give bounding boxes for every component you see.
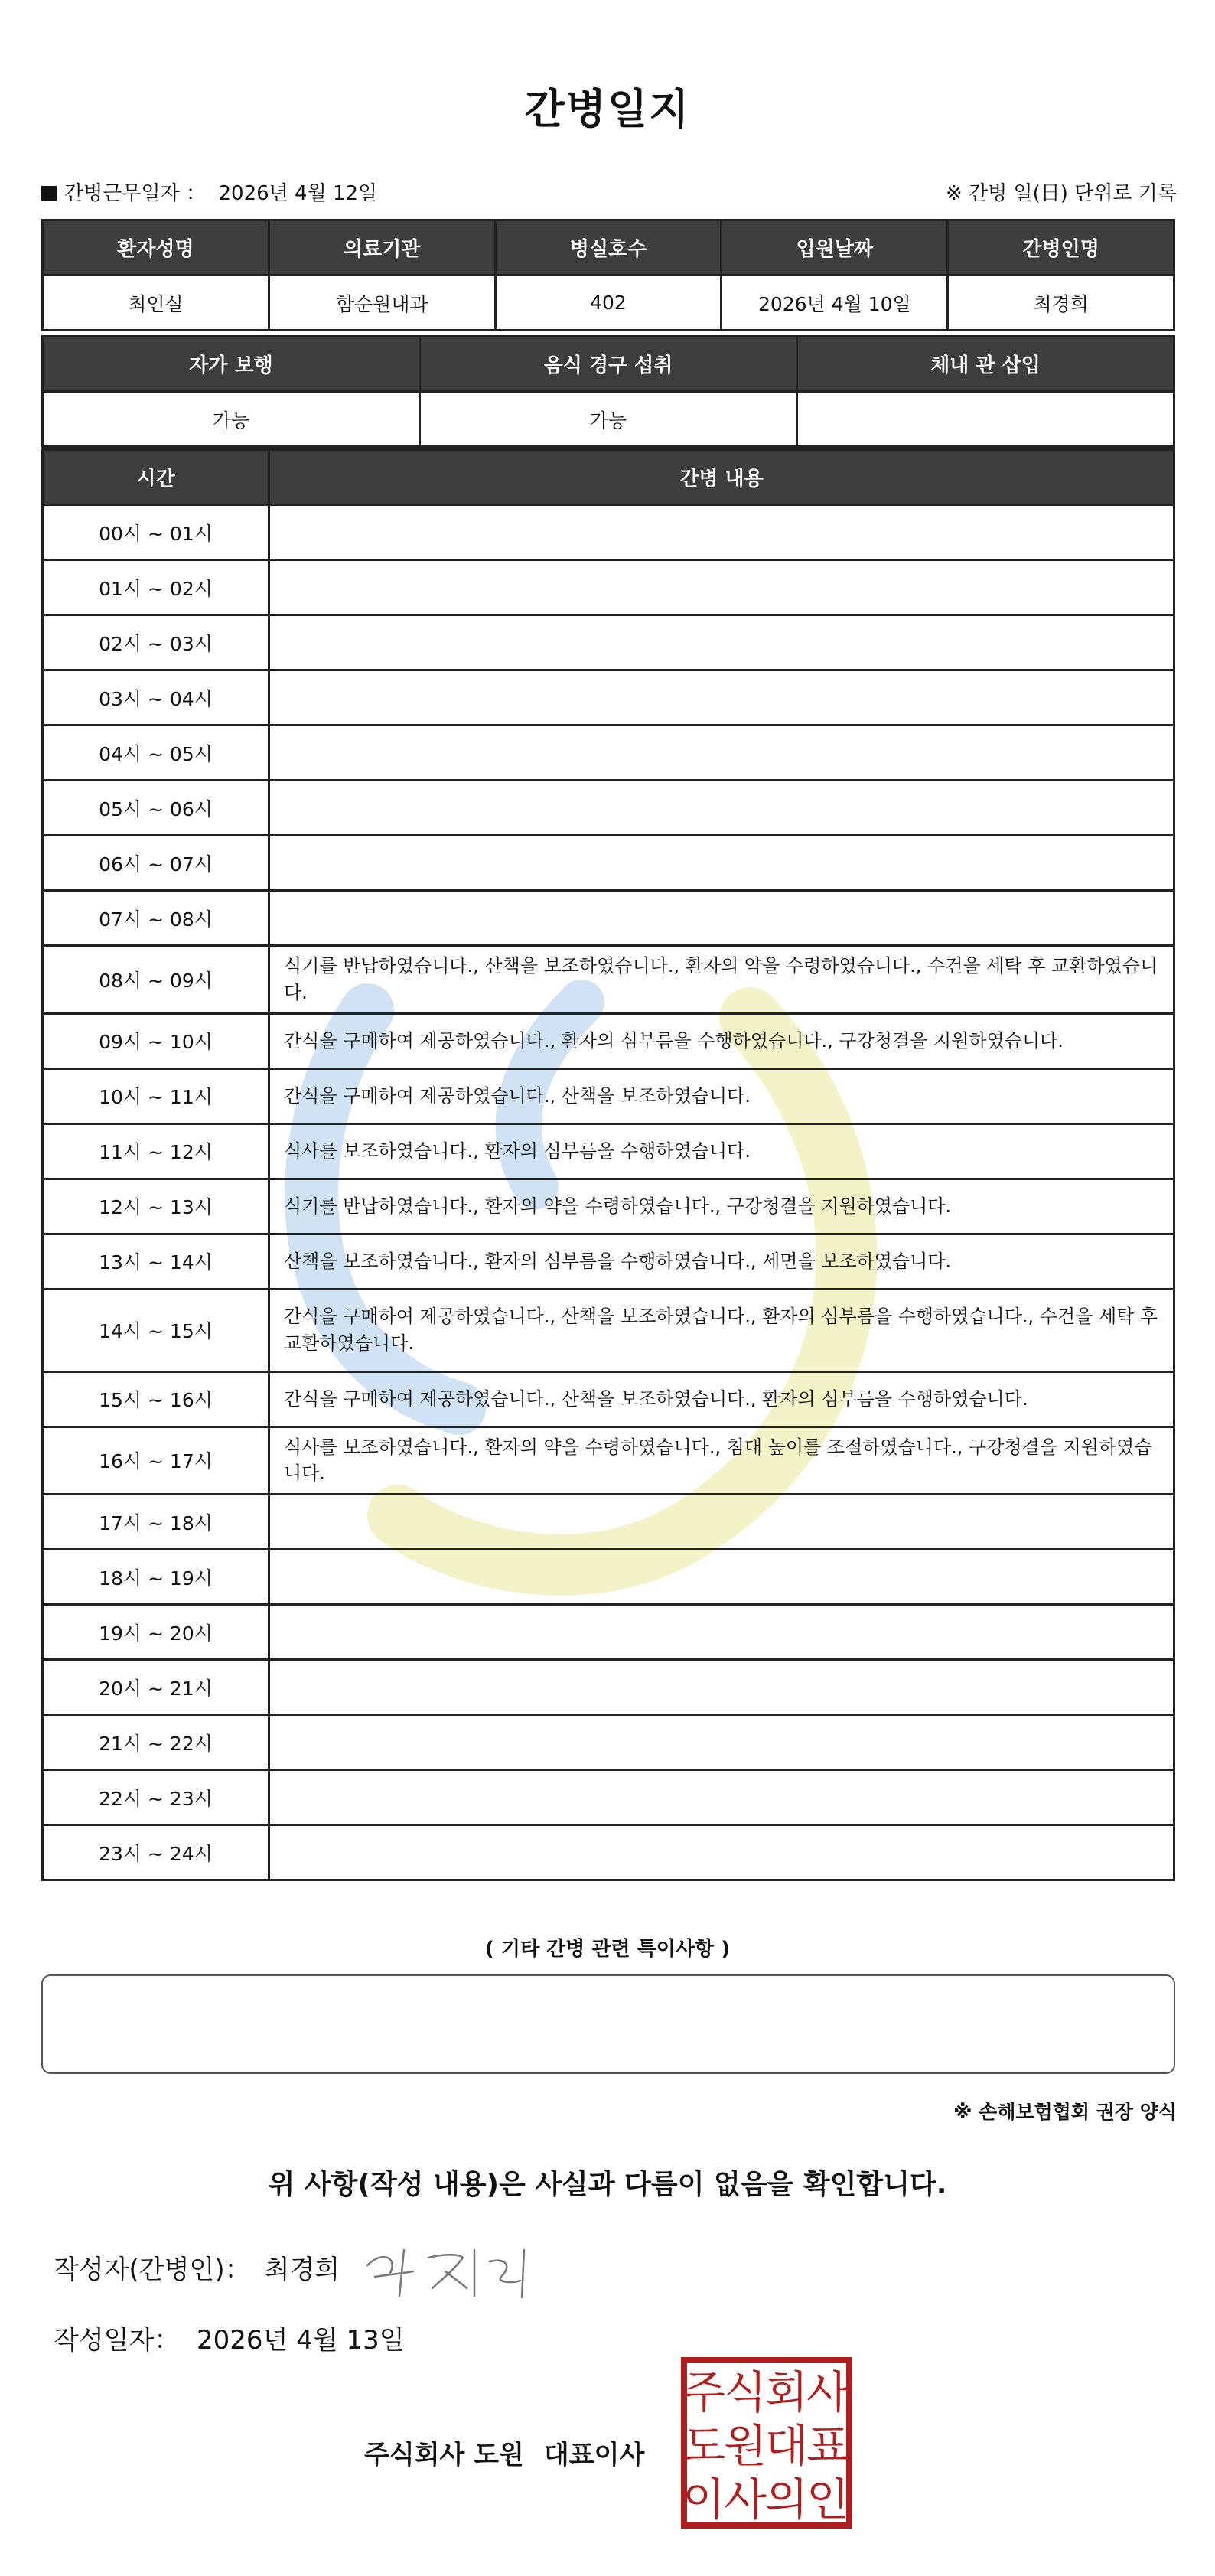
care-log-row	[43, 726, 1174, 781]
care-log-row	[43, 1013, 1174, 1068]
written-date-label: 작성일자：	[54, 2325, 181, 2356]
svg-text:표: 표	[806, 2420, 850, 2472]
notes-label: ( 기타 간병 관련 특이사항 )	[484, 1938, 731, 1961]
handwritten-signature-icon	[360, 2235, 536, 2304]
care-log-content[interactable]	[269, 1605, 1174, 1660]
caregiver-name: 최경희	[948, 276, 1174, 331]
svg-text:주: 주	[682, 2366, 726, 2418]
header-time: 시간	[43, 450, 269, 505]
written-date-line	[54, 2319, 405, 2356]
care-log-content[interactable]	[269, 1495, 1174, 1550]
care-log-content[interactable]	[269, 726, 1174, 781]
care-log-row	[43, 891, 1174, 946]
care-log-table	[41, 448, 1175, 1881]
care-log-row	[43, 1234, 1174, 1289]
care-log-time: 04시 ~ 05시	[43, 726, 269, 781]
daily-record-note: ※ 간병 일(日) 단위로 기록	[945, 182, 1177, 205]
care-log-row	[43, 1660, 1174, 1715]
header-patient-name: 환자성명	[43, 220, 269, 276]
care-log-time: 02시 ~ 03시	[43, 615, 269, 670]
care-log-time: 07시 ~ 08시	[43, 891, 269, 946]
hospital-name: 함순원내과	[269, 276, 495, 331]
care-log-row	[43, 1495, 1174, 1550]
care-log-time: 10시 ~ 11시	[43, 1068, 269, 1123]
care-log-content[interactable]	[269, 836, 1174, 891]
special-notes-box[interactable]	[41, 1974, 1175, 2074]
work-date-label: 간병근무일자 ：	[64, 182, 206, 205]
svg-text:대: 대	[764, 2420, 809, 2472]
care-log-time: 22시 ~ 23시	[43, 1770, 269, 1825]
patient-status-value-row	[43, 392, 1174, 447]
care-log-time: 00시 ~ 01시	[43, 505, 269, 560]
care-log-row	[43, 1371, 1174, 1427]
care-log-time: 09시 ~ 10시	[43, 1013, 269, 1068]
tube-insertion-value	[797, 392, 1174, 447]
care-log-content[interactable]	[269, 1825, 1174, 1880]
header-self-walking: 자가 보행	[43, 337, 420, 392]
care-log-header-row	[43, 450, 1174, 505]
oral-intake-value: 가능	[420, 392, 797, 447]
care-log-content[interactable]: 식사를 보조하였습니다., 환자의 약을 수령하였습니다., 침대 높이를 조절하였습니다., 구강청결을 지원하였습니다.	[269, 1427, 1174, 1495]
care-log-content[interactable]: 식기를 반납하였습니다., 산책을 보조하였습니다., 환자의 약을 수령하였습니다., 수건을 세탁 후 교환하였습니다.	[269, 946, 1174, 1014]
care-log-body	[43, 505, 1174, 1880]
care-log-time: 19시 ~ 20시	[43, 1605, 269, 1660]
care-log-content[interactable]	[269, 891, 1174, 946]
svg-text:회: 회	[764, 2366, 809, 2418]
care-log-time: 01시 ~ 02시	[43, 560, 269, 615]
header-tube-insertion: 체내 관 삽입	[797, 337, 1174, 392]
header-room-number: 병실호수	[495, 220, 722, 276]
written-date-value: 2026년 4월 13일	[197, 2325, 405, 2356]
svg-text:의: 의	[764, 2473, 809, 2525]
svg-text:인: 인	[806, 2473, 850, 2525]
care-log-time: 16시 ~ 17시	[43, 1427, 269, 1495]
care-log-content[interactable]: 산책을 보조하였습니다., 환자의 심부름을 수행하였습니다., 세면을 보조하였습니다.	[269, 1234, 1174, 1289]
care-log-row	[43, 1123, 1174, 1179]
care-log-time: 13시 ~ 14시	[43, 1234, 269, 1289]
care-log-content[interactable]: 식사를 보조하였습니다., 환자의 심부름을 수행하였습니다.	[269, 1123, 1174, 1179]
care-log-row	[43, 1179, 1174, 1234]
care-log-content[interactable]	[269, 505, 1174, 560]
care-log-content[interactable]: 간식을 구매하여 제공하였습니다., 산책을 보조하였습니다., 환자의 심부름을 수행하였습니다., 수건을 세탁 후 교환하였습니다.	[269, 1289, 1174, 1371]
care-log-row	[43, 1427, 1174, 1495]
header-caregiver-name: 간병인명	[948, 220, 1174, 276]
care-log-time: 03시 ~ 04시	[43, 670, 269, 726]
care-log-time: 11시 ~ 12시	[43, 1123, 269, 1179]
svg-text:이: 이	[682, 2473, 726, 2525]
care-log-time: 18시 ~ 19시	[43, 1550, 269, 1605]
self-walking-value: 가능	[43, 392, 420, 447]
company-seal-stamp-icon	[681, 2357, 852, 2529]
patient-info-header-row	[43, 220, 1174, 276]
care-log-time: 23시 ~ 24시	[43, 1825, 269, 1880]
header-oral-intake: 음식 경구 섭취	[420, 337, 797, 392]
care-log-row	[43, 1550, 1174, 1605]
patient-name: 최인실	[43, 276, 269, 331]
care-log-time: 20시 ~ 21시	[43, 1660, 269, 1715]
header-care-content: 간병 내용	[269, 450, 1174, 505]
care-log-content[interactable]: 간식을 구매하여 제공하였습니다., 산책을 보조하였습니다.	[269, 1068, 1174, 1123]
care-log-time: 14시 ~ 15시	[43, 1289, 269, 1371]
patient-status-table	[41, 335, 1175, 448]
care-log-content[interactable]: 식기를 반납하였습니다., 환자의 약을 수령하였습니다., 구강청결을 지원하였습니다.	[269, 1179, 1174, 1234]
room-number: 402	[495, 276, 722, 331]
care-log-time: 05시 ~ 06시	[43, 781, 269, 836]
admission-date: 2026년 4월 10일	[722, 276, 948, 331]
care-log-content[interactable]	[269, 781, 1174, 836]
care-log-content[interactable]	[269, 1550, 1174, 1605]
confirmation-statement: 위 사항(작성 내용)은 사실과 다름이 없음을 확인합니다.	[268, 2169, 947, 2200]
care-log-row	[43, 560, 1174, 615]
care-log-row	[43, 836, 1174, 891]
form-recommendation-note: ※ 손해보험협회 권장 양식	[953, 2101, 1177, 2123]
square-bullet-icon	[41, 186, 57, 201]
svg-text:도: 도	[682, 2420, 726, 2472]
svg-text:원: 원	[723, 2420, 767, 2472]
work-date-value: 2026년 4월 12일	[218, 182, 378, 205]
care-log-content[interactable]	[269, 1660, 1174, 1715]
care-log-row	[43, 946, 1174, 1014]
care-log-row	[43, 505, 1174, 560]
header-admission-date: 입원날짜	[722, 220, 948, 276]
care-log-time: 12시 ~ 13시	[43, 1179, 269, 1234]
patient-info-table	[41, 219, 1175, 331]
writer-name: 최경희	[264, 2255, 340, 2285]
writer-line	[54, 2248, 353, 2286]
care-log-content[interactable]: 간식을 구매하여 제공하였습니다., 환자의 심부름을 수행하였습니다., 구강청결을 지원하였습니다.	[269, 1013, 1174, 1068]
care-log-row	[43, 1289, 1174, 1371]
writer-label: 작성자(간병인)：	[54, 2255, 251, 2285]
care-log-row	[43, 615, 1174, 670]
care-log-row	[43, 1605, 1174, 1660]
svg-text:사: 사	[723, 2473, 767, 2525]
patient-status-header-row	[43, 337, 1174, 392]
care-log-time: 06시 ~ 07시	[43, 836, 269, 891]
svg-text:사: 사	[806, 2366, 850, 2418]
company-line	[364, 2434, 644, 2471]
care-log-row	[43, 1715, 1174, 1770]
document-title: 간병일지	[524, 85, 691, 133]
header-hospital: 의료기관	[269, 220, 495, 276]
work-date-line	[41, 178, 377, 206]
care-log-content[interactable]	[269, 1770, 1174, 1825]
care-log-content[interactable]	[269, 615, 1174, 670]
company-name: 주식회사 도원	[364, 2440, 524, 2470]
care-log-content[interactable]	[269, 560, 1174, 615]
care-log-content[interactable]: 간식을 구매하여 제공하였습니다., 산책을 보조하였습니다., 환자의 심부름을 수행하였습니다.	[269, 1371, 1174, 1427]
care-log-content[interactable]	[269, 1715, 1174, 1770]
care-log-row	[43, 1068, 1174, 1123]
care-log-time: 17시 ~ 18시	[43, 1495, 269, 1550]
care-log-row	[43, 781, 1174, 836]
care-log-time: 08시 ~ 09시	[43, 946, 269, 1014]
care-log-row	[43, 1825, 1174, 1880]
svg-text:식: 식	[723, 2366, 767, 2418]
care-log-row	[43, 1770, 1174, 1825]
company-title: 대표이사	[543, 2440, 645, 2470]
care-log-time: 21시 ~ 22시	[43, 1715, 269, 1770]
care-log-row	[43, 670, 1174, 726]
care-log-content[interactable]	[269, 670, 1174, 726]
care-log-time: 15시 ~ 16시	[43, 1371, 269, 1427]
patient-info-value-row	[43, 276, 1174, 331]
